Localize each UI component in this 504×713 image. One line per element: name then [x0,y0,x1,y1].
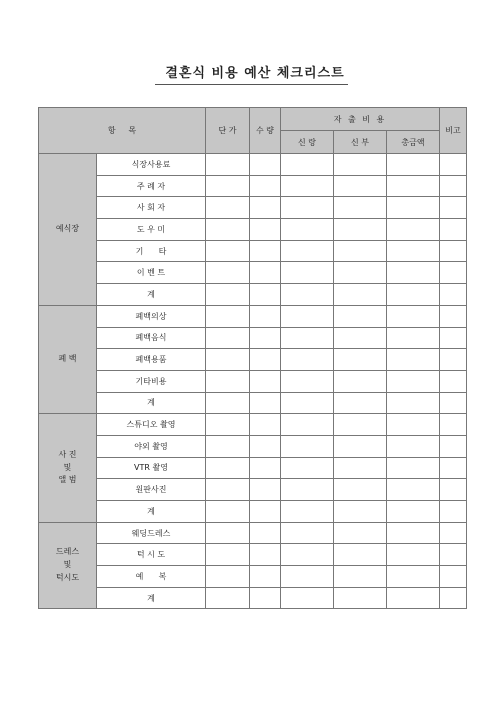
header-quantity: 수 량 [250,108,281,154]
item-label: 도 우 미 [97,219,206,241]
unit-price-cell[interactable] [206,349,250,371]
quantity-cell[interactable] [250,349,281,371]
groom-cell[interactable] [281,370,334,392]
page-title: 결혼식 비용 예산 체크리스트 [165,66,345,81]
item-label: 야외 촬영 [97,435,206,457]
bride-cell[interactable] [334,154,387,176]
total-cell[interactable] [387,414,440,436]
category-cell: 사 진 및 앨 범 [39,414,97,522]
remarks-cell[interactable] [440,154,467,176]
unit-price-cell[interactable] [206,501,250,523]
groom-cell[interactable] [281,219,334,241]
remarks-cell[interactable] [440,327,467,349]
table-row [39,479,467,501]
remarks-cell[interactable] [440,197,467,219]
bride-cell[interactable] [334,240,387,262]
quantity-cell[interactable] [250,197,281,219]
quantity-cell[interactable] [250,479,281,501]
table-row [39,327,467,349]
groom-cell[interactable] [281,305,334,327]
unit-price-cell[interactable] [206,414,250,436]
table-row [39,566,467,588]
quantity-cell[interactable] [250,501,281,523]
unit-price-cell[interactable] [206,479,250,501]
quantity-cell[interactable] [250,414,281,436]
bride-cell[interactable] [334,284,387,306]
header-unit-price: 단 가 [206,108,250,154]
bride-cell[interactable] [334,544,387,566]
total-cell[interactable] [387,305,440,327]
groom-cell[interactable] [281,284,334,306]
remarks-cell[interactable] [440,414,467,436]
remarks-cell[interactable] [440,479,467,501]
table-row [39,501,467,523]
bride-cell[interactable] [334,566,387,588]
total-cell[interactable] [387,349,440,371]
total-cell[interactable] [387,240,440,262]
unit-price-cell[interactable] [206,544,250,566]
quantity-cell[interactable] [250,219,281,241]
table-row [39,305,467,327]
table-row [39,240,467,262]
unit-price-cell[interactable] [206,154,250,176]
quantity-cell[interactable] [250,544,281,566]
remarks-cell[interactable] [440,392,467,414]
bride-cell[interactable] [334,219,387,241]
remarks-cell[interactable] [440,457,467,479]
unit-price-cell[interactable] [206,219,250,241]
remarks-cell[interactable] [440,370,467,392]
total-cell[interactable] [387,544,440,566]
remarks-cell[interactable] [440,284,467,306]
quantity-cell[interactable] [250,327,281,349]
groom-cell[interactable] [281,349,334,371]
groom-cell[interactable] [281,435,334,457]
total-cell[interactable] [387,197,440,219]
remarks-cell[interactable] [440,501,467,523]
quantity-cell[interactable] [250,566,281,588]
unit-price-cell[interactable] [206,457,250,479]
remarks-cell[interactable] [440,435,467,457]
unit-price-cell[interactable] [206,370,250,392]
item-label: 식장사용료 [97,154,206,176]
header-remarks: 비고 [440,108,467,154]
groom-cell[interactable] [281,175,334,197]
unit-price-cell[interactable] [206,262,250,284]
unit-price-cell[interactable] [206,305,250,327]
total-cell[interactable] [387,370,440,392]
remarks-cell[interactable] [440,175,467,197]
quantity-cell[interactable] [250,284,281,306]
remarks-cell[interactable] [440,240,467,262]
remarks-cell[interactable] [440,566,467,588]
quantity-cell[interactable] [250,457,281,479]
groom-cell[interactable] [281,587,334,609]
category-cell: 예식장 [39,154,97,306]
unit-price-cell[interactable] [206,175,250,197]
table-row [39,284,467,306]
quantity-cell[interactable] [250,392,281,414]
groom-cell[interactable] [281,566,334,588]
remarks-cell[interactable] [440,219,467,241]
item-label: 폐백용품 [97,349,206,371]
total-cell[interactable] [387,392,440,414]
bride-cell[interactable] [334,392,387,414]
table-row [39,522,467,544]
bride-cell[interactable] [334,414,387,436]
groom-cell[interactable] [281,544,334,566]
total-cell[interactable] [387,479,440,501]
item-label: 계 [97,392,206,414]
budget-table [38,107,467,609]
table-row [39,154,467,176]
quantity-cell[interactable] [250,305,281,327]
item-label: 예 복 [97,566,206,588]
remarks-cell[interactable] [440,587,467,609]
total-cell[interactable] [387,262,440,284]
item-label: 계 [97,501,206,523]
bride-cell[interactable] [334,457,387,479]
table-row [39,414,467,436]
groom-cell[interactable] [281,501,334,523]
bride-cell[interactable] [334,349,387,371]
quantity-cell[interactable] [250,370,281,392]
unit-price-cell[interactable] [206,587,250,609]
groom-cell[interactable] [281,327,334,349]
total-cell[interactable] [387,501,440,523]
item-label: 턱 시 도 [97,544,206,566]
groom-cell[interactable] [281,522,334,544]
unit-price-cell[interactable] [206,522,250,544]
total-cell[interactable] [387,284,440,306]
bride-cell[interactable] [334,305,387,327]
item-label: 원판사진 [97,479,206,501]
total-cell[interactable] [387,457,440,479]
remarks-cell[interactable] [440,522,467,544]
table-row [39,262,467,284]
header-total: 총금액 [387,131,440,154]
item-label: 계 [97,587,206,609]
table-row [39,544,467,566]
bride-cell[interactable] [334,175,387,197]
total-cell[interactable] [387,327,440,349]
remarks-cell[interactable] [440,349,467,371]
table-row [39,457,467,479]
quantity-cell[interactable] [250,175,281,197]
groom-cell[interactable] [281,240,334,262]
quantity-cell[interactable] [250,154,281,176]
category-cell: 드레스 및 턱시도 [39,522,97,609]
table-row [39,219,467,241]
total-cell[interactable] [387,175,440,197]
groom-cell[interactable] [281,154,334,176]
title-underline [155,84,348,85]
item-label: 폐백의상 [97,305,206,327]
unit-price-cell[interactable] [206,327,250,349]
bride-cell[interactable] [334,587,387,609]
groom-cell[interactable] [281,392,334,414]
groom-cell[interactable] [281,197,334,219]
total-cell[interactable] [387,435,440,457]
table-row [39,175,467,197]
table-row [39,435,467,457]
header-item: 항 목 [39,108,206,154]
item-label: 웨딩드레스 [97,522,206,544]
groom-cell[interactable] [281,457,334,479]
total-cell[interactable] [387,566,440,588]
unit-price-cell[interactable] [206,566,250,588]
item-label: 이 벤 트 [97,262,206,284]
quantity-cell[interactable] [250,587,281,609]
item-label: 주 례 자 [97,175,206,197]
table-row [39,587,467,609]
item-label: 기 타 [97,240,206,262]
groom-cell[interactable] [281,414,334,436]
unit-price-cell[interactable] [206,197,250,219]
header-bride: 신 부 [334,131,387,154]
unit-price-cell[interactable] [206,240,250,262]
bride-cell[interactable] [334,501,387,523]
remarks-cell[interactable] [440,262,467,284]
category-cell: 폐 백 [39,305,97,413]
item-label: VTR 촬영 [97,457,206,479]
table-row [39,197,467,219]
header-groom: 신 랑 [281,131,334,154]
groom-cell[interactable] [281,262,334,284]
groom-cell[interactable] [281,479,334,501]
bride-cell[interactable] [334,327,387,349]
total-cell[interactable] [387,522,440,544]
quantity-cell[interactable] [250,435,281,457]
item-label: 폐백음식 [97,327,206,349]
total-cell[interactable] [387,219,440,241]
bride-cell[interactable] [334,262,387,284]
unit-price-cell[interactable] [206,392,250,414]
bride-cell[interactable] [334,435,387,457]
table-row [39,349,467,371]
bride-cell[interactable] [334,370,387,392]
header-funding: 자 출 비 용 [281,108,440,131]
item-label: 기타비용 [97,370,206,392]
total-cell[interactable] [387,154,440,176]
remarks-cell[interactable] [440,544,467,566]
quantity-cell[interactable] [250,240,281,262]
table-row [39,392,467,414]
total-cell[interactable] [387,587,440,609]
remarks-cell[interactable] [440,305,467,327]
table-row [39,370,467,392]
bride-cell[interactable] [334,522,387,544]
item-label: 스튜디오 촬영 [97,414,206,436]
bride-cell[interactable] [334,197,387,219]
unit-price-cell[interactable] [206,435,250,457]
quantity-cell[interactable] [250,522,281,544]
bride-cell[interactable] [334,479,387,501]
item-label: 계 [97,284,206,306]
unit-price-cell[interactable] [206,284,250,306]
item-label: 사 회 자 [97,197,206,219]
quantity-cell[interactable] [250,262,281,284]
